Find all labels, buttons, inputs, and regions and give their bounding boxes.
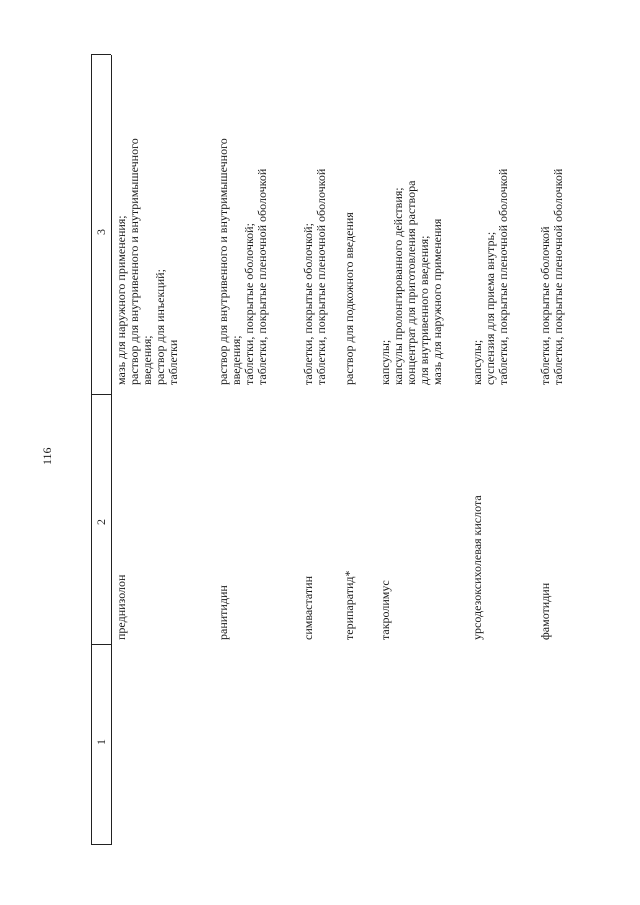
page-number: 116 [40,447,54,465]
dosage-form-line: капсулы; [470,339,484,385]
dosage-form-line: раствор для внутривенного и внутримышечного [127,138,141,385]
dosage-form-line: раствор для инъекций; [153,269,167,385]
dosage-form-line: таблетки, покрытые оболочкой; [301,223,315,385]
dosage-form-line: для внутривенного введения; [417,235,431,385]
dosage-form-line: таблетки [166,339,180,385]
table-header-rule [111,55,112,845]
column-number-1: 1 [94,739,108,745]
dosage-form-line: введения; [140,335,154,385]
column-number-3: 3 [94,229,108,235]
drug-name: ранитидин [216,585,230,640]
dosage-form-line: таблетки, покрытые пленочной оболочкой [551,168,565,385]
column-divider [91,644,111,645]
drug-name: урсодезоксихолевая кислота [470,495,484,640]
dosage-form-line: суспензия для приема внутрь; [483,231,497,385]
dosage-form-line: таблетки, покрытые оболочкой [538,226,552,385]
dosage-form-line: капсулы; [378,339,392,385]
dosage-form-line: раствор для подкожного введения [342,212,356,385]
dosage-form-line: введения; [229,335,243,385]
column-divider [91,394,111,395]
drug-name: такролимус [378,580,392,640]
dosage-form-line: таблетки, покрытые оболочкой; [242,223,256,385]
dosage-form-line: мазь для наружного применения [430,218,444,385]
dosage-form-line: мазь для наружного применения; [114,215,128,385]
drug-name: симвастатин [301,576,315,640]
dosage-form-line: таблетки, покрытые пленочной оболочкой [255,168,269,385]
dosage-form-line: капсулы пролонгированного действия; [391,187,405,385]
drug-name: терипаратид* [342,570,356,640]
drug-name: преднизолон [114,574,128,640]
column-divider [91,844,111,845]
drug-name: фамотидин [538,582,552,640]
column-number-2: 2 [94,519,108,525]
dosage-form-line: таблетки, покрытые пленочной оболочкой [314,168,328,385]
dosage-form-line: таблетки, покрытые пленочной оболочкой [496,168,510,385]
dosage-form-line: концентрат для приготовления раствора [404,180,418,385]
column-divider [91,54,111,55]
table-top-rule [91,55,92,845]
dosage-form-line: раствор для внутривенного и внутримышечного [216,138,230,385]
